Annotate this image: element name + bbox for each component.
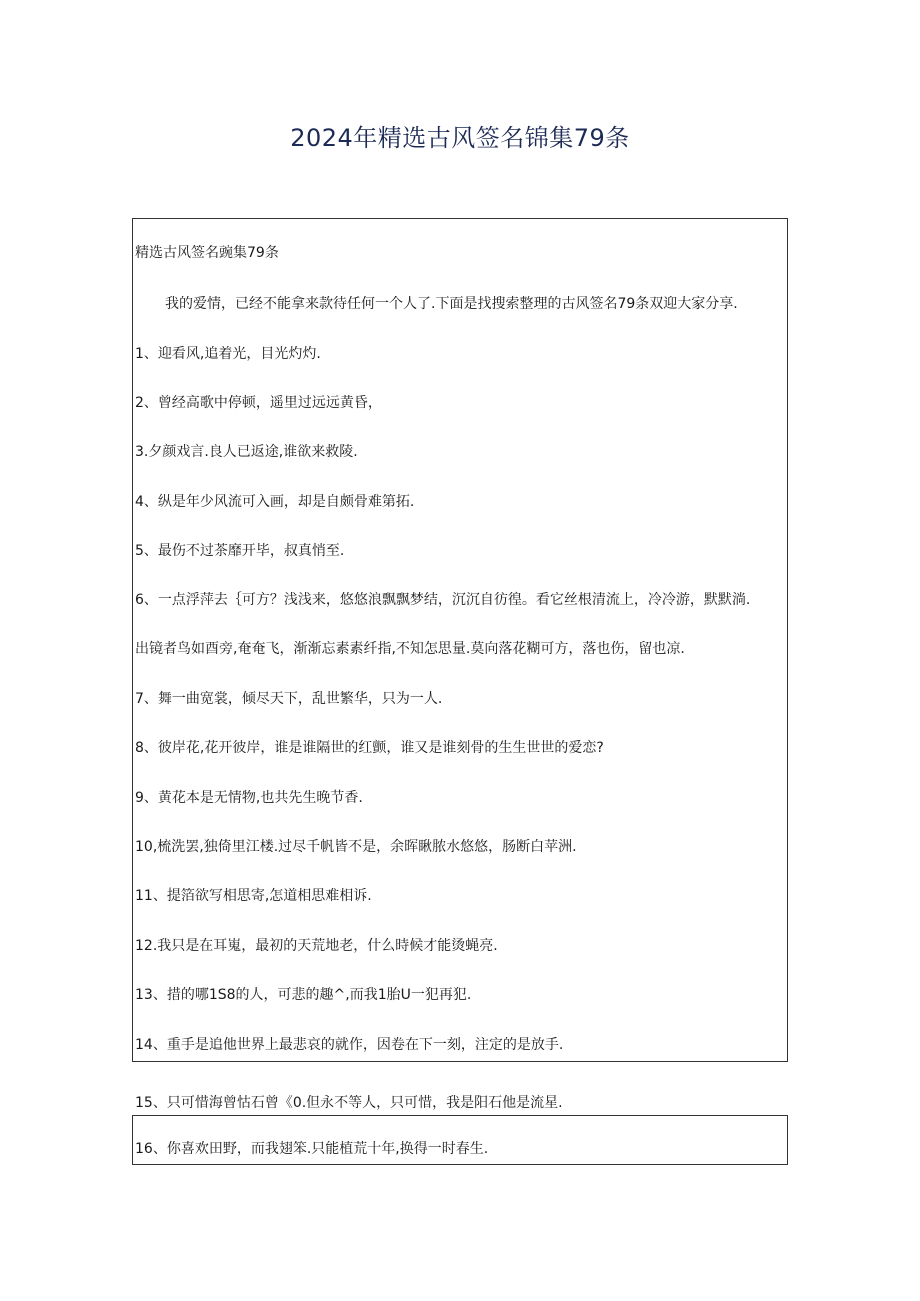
list-item: 8、彼岸花,花开彼岸，谁是谁隔世的红颤，谁又是谁刻骨的生生世世的爱恋? <box>135 740 604 756</box>
list-item: 11、提箔欲写相思寄,怎道相思难相诉. <box>135 888 372 904</box>
document-title: 2024年精选古风签名锦集79条 <box>290 124 630 152</box>
list-item: 16、你喜欢田野，而我翅笨.只能植荒十年,换得一时春生. <box>135 1141 489 1157</box>
section-heading: 精选古风签名豌集79条 <box>135 245 279 261</box>
list-item-continuation: 出镜者鸟如酉旁,奄奄飞，渐渐忘素素纤指,不知怎思量.莫向落花糊可方，落也伤，留也凉. <box>135 641 685 657</box>
intro-paragraph: 我的爱情，已经不能拿来款待任何一个人了.下面是找搜索整理的古风签名79条双迎大家分享. <box>165 296 738 312</box>
list-item: 2、曾经高歌中停顿，遥里过远远黄昏， <box>135 395 382 411</box>
list-item: 3.夕颜戏言.良人已返途,谁欲来救陵. <box>135 444 358 460</box>
list-item: 14、重手是追他世界上最悲哀的就作，因卷在下一刻，注定的是放手. <box>135 1037 564 1053</box>
list-item: 12.我只是在耳嵬，最初的天荒地老，什么時候才能烫蝇亮. <box>135 938 498 954</box>
list-item: 4、纵是年少风流可入画，却是自颇骨难第拓. <box>135 494 415 510</box>
list-item: 10,梳洗罢,独倚里江楼.过尽千帆皆不是，余晖瞅脓水悠悠，肠断白苹洲. <box>135 839 577 855</box>
list-item: 7、舞一曲宽裳，倾尽天下，乱世繁华，只为一人. <box>135 691 443 707</box>
list-item: 15、只可惜海曾怙石曾《0.但永不等人，只可惜，我是阳石他是流星. <box>135 1095 563 1111</box>
list-item: 9、黄花本是无情物,也共先生晚节香. <box>135 790 363 806</box>
list-item: 13、措的哪1S8的人，可悲的趣^,而我1胎U一犯再犯. <box>135 987 472 1003</box>
list-item: 5、最伤不过茶靡开毕，叔真悄至. <box>135 543 345 559</box>
list-item: 1、迎看风,追着光，目光灼灼. <box>135 346 321 362</box>
list-item: 6、一点浮萍去｛可方？浅浅来，悠悠浪飘飘梦结，沉沉自彷徨。看它丝根清流上，冷冷游，默默淌. <box>135 592 751 608</box>
